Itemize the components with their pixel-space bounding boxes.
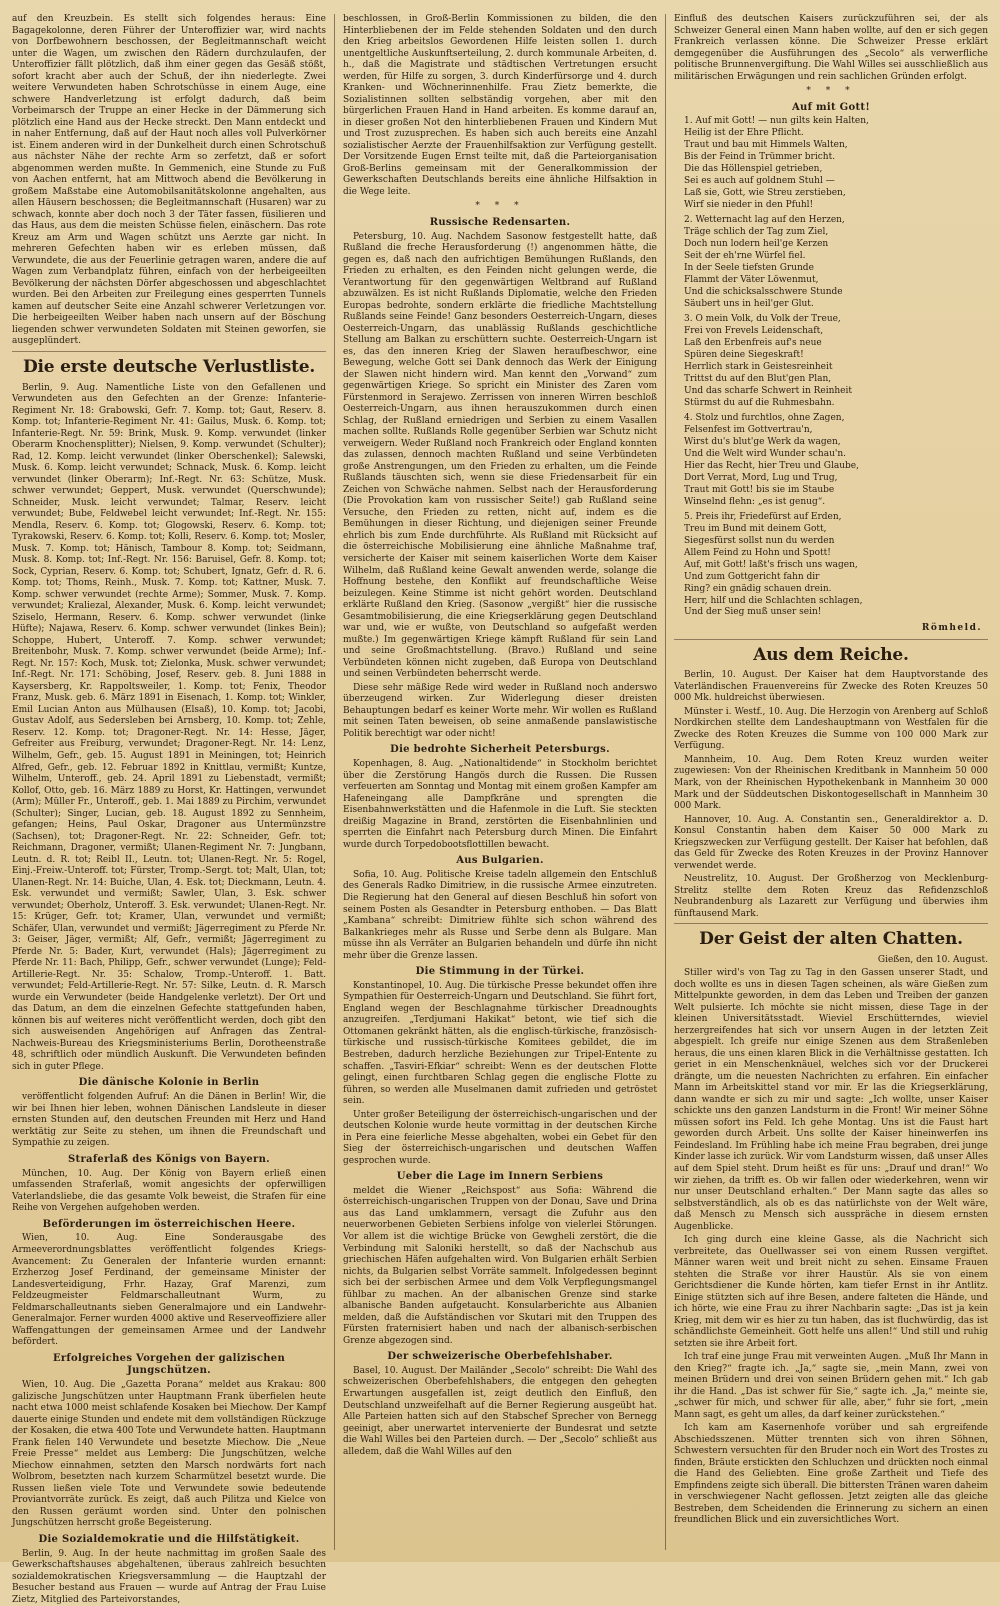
sozialdemokratie-text: Berlin, 9. Aug. In der heute nachmittag im großen Saale des Gewerkschaftshauses abgehaltenen, überaus zahlreich besuchten sozialdemokratischen Kriegsversammlung — die Hauptzahl der Besucher bestand aus Frauen — wurde auf Antrag der Frau Luise Zietz, Mitglied des Parteivorstandes, <box>12 1548 326 1605</box>
poem-line: Und die schicksalsschwere Stunde <box>684 286 843 297</box>
headline-sozialdemokratie: Die Sozialdemokratie und die Hilfstätigkeit. <box>38 1533 300 1545</box>
column-layout <box>12 14 988 1605</box>
serbien-text: meldet die Wiener „Reichspost“ aus Sofia: Während die österreichisch-ungarischen Truppen von der Donau, Save und Drina aus das Land umklammern, versagt die Zufuhr aus den neuerworbenen Gebieten Serbiens infolge von vielerlei Störungen. Vor allem ist die wichtige Brücke von Gewgheli zerstört, die die Verbindung mit Saloniki herstellt, so daß der Nachschub aus griechischen Häfen aufgehalten wird. Von Bulgarien erhält Serbien nichts, da Bulgarien selbst Vorräte sammelt. Infolgedessen beginnt sich bei der serbischen Armee und dem Volk Verpflegungsmangel fühlbar zu machen. An der albanischen Grenze sind starke albanische Banden aufgetaucht. Konsularberichte aus Albanien melden, daß die Aufständischen vor Skutari mit den Truppen des Fürsten fraternisiert haben und nach der albanisch-serbischen Grenze abgezogen sind. <box>343 1185 657 1346</box>
poem-line: Siegesfürst sollst nun du werden <box>684 536 835 547</box>
poem-line: Und das scharfe Schwert in Reinheit <box>684 385 852 396</box>
dateline: Gießen, den 10. August. <box>877 954 988 965</box>
poem-author: Römheld. <box>921 623 982 634</box>
poem-line: Wirst du's blut'ge Werk da wagen, <box>684 437 841 448</box>
bulgarien-text: Sofia, 10. Aug. Politische Kreise tadeln allgemein den Entschluß des Generals Radko Dimitriew, in die russische Armee einzutreten. Die Regierung hat den General auf diesen Beschluß hin sofort von seinem Posten als Gesandter in Petersburg enthoben. — Das Blatt „Kambana“ schreibt: Dimitriew fühlte sich schon während des Balkankrieges mehr als Russe und Serbe denn als Bulgare. Man müsse ihn als Verräter an Bulgarien behandeln und dürfe ihn nicht mehr über die Grenze lassen. <box>343 869 657 961</box>
column-1 <box>12 14 326 1605</box>
poem-line: Trittst du auf den Blut'gen Plan, <box>684 373 832 384</box>
poem-line: Seit der eh'rne Würfel fiel. <box>684 251 806 262</box>
sozialdemokratie-continuation: beschlossen, in Groß-Berlin Kommissionen zu bilden, die den Hinterbliebenen der im Felde stehenden Soldaten und den durch den Krieg arbeitslos Gewordenen Hilfe leisten sollen 1. durch unentgeltliche Auskunftserteilung, 2. durch kommunale Arbeiten, d. h., daß die Magistrate und städtischen Vertretungen ersucht werden, für Hilfe zu sorgen, 3. durch Kinderfürsorge und 4. durch Kranken- und Wöchnerinnenhilfe. Frau Zietz bemerkte, die Sozialistinnen sollten selbständig vorgehen, aber mit den bürgerlichen Frauen Hand in Hand arbeiten. Es komme darauf an, in dieser großen Not den hinterbliebenen Frauen und Kindern Mut und Trost zuzusprechen. Es haben sich auch bereits eine Anzahl sozialistischer Aerzte der Frauenhilfsaktion zur Verfügung gestellt. Der Vorsitzende Eugen Ernst teilte mit, daß die Parteiorganisation Groß-Berlins gemeinsam mit der Generalkommission der Gewerkschaften Deutschlands bereits eine ähnliche Hilfsaktion in die Wege leite. <box>343 14 657 197</box>
poem-line: Spüren deine Siegeskraft! <box>684 350 804 361</box>
schweiz-continuation: Einfluß des deutschen Kaisers zurückzuführen sei, der als Schweizer General einen Mann haben wollte, auf den er sich gegen Frankreich verlassen könne. Die Schweizer Presse erklärt demgegenüber die Ausführungen des „Secolo“ als verwerfliche politische Brunnenvergiftung. Die Wahl Willes sei ausschließlich aus militärischen Erwägungen und rein sachlichen Gründen erfolgt. <box>674 14 988 82</box>
poem-line: 4. Stolz und furchtlos, ohne Zagen, <box>684 413 845 424</box>
poem-line: Die das Höllenspiel getrieben, <box>684 163 823 174</box>
petersburg-text: Kopenhagen, 8. Aug. „Nationaltidende“ in Stockholm berichtet über die Zerstörung Hangös durch die Russen. Die Russen verfeuerten am Sonntag und Montag mit einem großen Kampfer am Hafeneingang alle Dampfkräne und sprengten die Eisenbahnwerkstätten und die Hafenmole in die Luft. Sie steckten dreißig Magazine in Brand, zerstörten die Eisenbahnlinien und sperrten die Einfahrt nach Petersburg durch Minen. Die Einfahrt wurde durch Torpedobootsflottillen bewacht. <box>343 759 657 850</box>
poem-stanza <box>684 314 982 409</box>
headline-straferlass: Straferlaß des Königs von Bayern. <box>68 1153 270 1165</box>
headline-bulgarien: Aus Bulgarien. <box>456 855 544 867</box>
poem-line: Herrlich stark in Geistesreinheit <box>684 361 833 372</box>
reiche-text-3: Mannheim, 10. Aug. Dem Roten Kreuz wurden weiter zugewiesen: Von der Rheinischen Kreditbank in Mannheim 50 000 Mark, von der Rheinischen Hypothekenbank in Mannheim 30 000 Mark und der Süddeutschen Diskontogesellschaft in Mannheim 30 000 Mark. <box>674 754 988 812</box>
column-rule <box>665 14 666 1550</box>
chatten-text-4: Ich kam am Kasernenhofe vorüber und sah ergreifende Abschiedsszenen. Mütter trennten sich von ihren Söhnen, Schwestern versuchten für den Bruder noch ein Wort des Trostes zu finden, Bräute erstickten den Schluchzen und drückten noch einmal die Hand des Geliebten. Eine große Zartheit und Tiefe des Empfindens zeigte sich überall. Die bittersten Tränen waren daheim in verschwiegener Nacht geflossen. Jetzt zeigten alle das gleiche Bestreben, dem Scheidenden die Erinnerung zu sichern an einen freundlichen Blick und ein zuversichtliches Wort. <box>674 1423 988 1526</box>
daenische-kolonie-text: veröffentlicht folgenden Aufruf: An die Dänen in Berlin! Wir, die wir bei Ihnen hier leben, wohnen Dänischen Landsleute in dieser ernsten Stunden auf, den deutschen Freunden mit Herz und Hand werktätig zur Seite zu stehen, um ihnen die Freundschaft und Sympathie zu zeigen. <box>12 1092 326 1149</box>
verlustliste-text: Berlin, 9. Aug. Namentliche Liste von den Gefallenen und Verwundeten aus den Gefechten an der Grenze: Infanterie-Regiment Nr. 18: Grabowski, Gefr. 7. Komp. tot; Gaut, Reserv. 8. Komp. tot; Infanterie-Regiment Nr. 41: Gailus, Musk. 6. Komp. tot; Infanterie-Regt. Nr. 59: Brink, Musk. 9. Komp. verwundet (linker Oberarm Knochensplitter); Nielsen, 9. Komp. verwundet (Schulter); Rad, 12. Komp. leicht verwundet (linker Oberschenkel); Salewski, Musk. 6. Komp. leicht verwundet; Schnack, Musk. 6. Komp. leicht verwundet (linker Oberarm); Inf.-Regt. Nr. 63: Schütze, Musk. schwer verwundet; Geppert, Musk. verwundet (Querschwunde); Schneider, Musk. leicht verwundet; Talmar, Reserv. leicht verwundet; Bube, Feldwebel leicht verwundet; Inf.-Regt. Nr. 155: Mendla, Reserv. 6. Komp. tot; Glogowski, Reserv. 6. Komp. tot; Tyrakowski, Reserv. 6. Komp. tot; Kolli, Reserv. 6. Komp. tot; Mosler, Musk. 7. Komp. tot; Hänisch, Tambour 8. Komp. tot; Seidmann, Musk. 8. Komp. tot; Inf.-Regt. Nr. 156: Baruisel, Gefr. 8. Komp. tot; Sock, Cyprian, Reserv. 6. Komp. tot; Schubert, Ignatz, Gefr. d. R. 6. Komp. tot; Thoms, Reinh., Musk. 7. Komp. tot; Kattner, Musk. 7. Komp. schwer verwundet (rechte Arme); Sommer, Musk. 7. Komp. verwundet; Kraliezal, Alexander, Musk. 6. Komp. leicht verwundet; Sziselo, Hermann, Reserv. 6. Komp. schwer verwundet (linke Hüfte); Najawa, Reserv. 6. Komp. schwer verwundet (linkes Bein); Schoppe, Hubert, Unteroff. 7. Komp. schwer verwundet; Breitenbohr, Musk. 7. Komp. schwer verwundet (beide Arme); Inf.-Regt. Nr. 157: Koch, Musk. tot; Zielonka, Musk. schwer verwundet; Inf.-Regt. Nr. 171: Schöbing, Josef, Reserv. geb. 8. Juni 1888 in Kaysersberg, Kr. Rappoltsweiler, 1. Komp. tot; Fenix, Theodor Franz, Musk. geb. 6. März 1891 in Eisenach, 1. Komp. tot; Winkler, Emil Lucian Anton aus Mülhausen (Elsaß), 10. Komp. tot; Jacobi, Gustav Adolf, aus Sedersleben bei Arnsberg, 10. Komp. tot; Zehle, Reserv. 12. Komp. tot; Dragoner-Regt. Nr. 14: Hesse, Jäger, Gefreiter aus Freiburg, verwundet; Dragoner-Regt. Nr. 14: Lenz, Wilhelm, Gefr., geb. 15. August 1891 in Meiningen, tot; Heinrich Alfred, Gefr., geb. 12. Februar 1892 in Knittlau, vermißt; Kuntze, Wilhelm, Unteroff., geb. 24. April 1891 zu Liebenstadt, vermißt; Kollof, Otto, geb. 16. März 1889 zu Horst, Kr. Hattingen, verwundet (Arm); Müller Fr., Unteroff., geb. 1. Mai 1889 zu Pirchim, verwundet (Schulter); Singer, Lucian, geb. 18. August 1892 zu Sennheim, gefangen; Heins, Paul Oskar, Dragoner aus Untermünzstre (Sachsen), tot; Dragoner-Regt. Nr. 22: Schneider, Gefr. tot; Reichmann, Dragoner, vermißt; Ulanen-Regiment Nr. 7: Jungbann, Leutn. d. R. tot; Reibl II., Leutn. tot; Ulanen-Regt. Nr. 5: Rogel, Einj.-Freiw.-Unteroff. tot; Fürster, Tromp.-Sergt. tot; Malt, Ulan, tot; Ulanen-Regt. Nr. 14: Buiche, Ulan, 4. Esk. tot; Dieckmann, Leutn. 4. Esk. verwundet und vermißt; Sawler, Ulan, 3. Esk. schwer verwundet; Oberholz, Unteroff. 3. Esk. verwundet; Ulanen-Regt. Nr. 15: Krüger, Gefr. tot; Kramer, Ulan, verwundet und vermißt; Schäfer, Ulan, verwundet und vermißt; Jägerregiment zu Pferde Nr. 3: Geiser, Jäger, vermißt; Alf, Gefr., vermißt; Jägerregiment zu Pferde Nr. 5: Bader, Kurt, verwundet (Hals); Jägerregiment zu Pferde Nr. 11: Bach, Philipp, Gefr., schwer verwundet (Lunge); Feld-Artillerie-Regt. Nr. 35: Schalow, Tromp.-Unteroff. 1. Batt. verwundet; Feld-Artillerie-Regt. Nr. 57: Silke, Leutn. d. R. Marsch wurde ein Verwundeter (beide Handgelenke verletzt). Der Ort und das Datum, an dem die einzelnen Gefechte stattgefunden haben, können bis auf weiteres nicht veröffentlicht werden, doch gibt den sich ausweisenden Angehörigen auf Anfragen das Zentral-Nachweis-Bureau des Kriegsministeriums Berlin, Dorotheenstraße 48, schriftlich oder mündlich Auskunft. Die Verwundeten befinden sich in guter Pflege. <box>12 382 326 1072</box>
poem-stanza <box>684 215 982 310</box>
poem-line: 1. Auf mit Gott! — nun gilts kein Halten, <box>684 116 869 127</box>
poem-line: Dort Verrat, Mord, Lug und Trug, <box>684 472 838 483</box>
divider <box>674 639 988 640</box>
poem-line: Flammt der Väter Löwenmut, <box>684 274 819 285</box>
poem-line: Laß sie, Gott, wie Streu zerstieben, <box>684 187 846 198</box>
poem-line: Allem Feind zu Hohn und Spott! <box>684 548 831 559</box>
poem-line: In der Seele tiefsten Grunde <box>684 262 814 273</box>
chatten-text-1: Stiller wird's von Tag zu Tag in den Gassen unserer Stadt, und doch wollte es uns in diesen Tagen scheinen, als wäre Gießen zum Mittelpunkte geworden, in dem das Leben und Treiben der ganzen Welt pulsierte. Ich möchte sie nicht missen, diese Tage in der kleinen Universitätsstadt. Wieviel Erschütterndes, wieviel herzergreifendes hat sich vor unsern Augen in der letzten Zeit abgespielt. Ich greife nur einige Szenen aus dem Straßenleben heraus, die uns einen klaren Blick in die Verhältnisse gestatten. Ich geriet in ein Menschenknäuel, welches sich vor der Druckerei drängte, um die neuesten Nachrichten zu erfahren. Ein einfacher Mann im Arbeitskittel stand vor mir. Er las die Kriegserklärung, dann wandte er sich zu mir und sagte: „Ich wollte, unser Kaiser schickte uns den ganzen Landsturm in die Front! Wir meiner Söhne müssen sofort ins Feld. Ich gehe Montag. Uns ist die Faust hart geworden durch Arbeit. Uns sollte der Kaiser hineinwerfen ins Feindesland. Im Frühling habe ich meine Frau begraben, drei junge Kinder lasse ich zurück. Wir vom Landsturm wissen, daß unser Alles auf dem Spiel steht. Drum heißt es für uns: „Drauf und dran!“ Wo wir ziehen, da trifft es. Ob wir fallen oder wiederkehren, wenn wir nur unser Deutschland erhalten.“ Der Mann sagte das alles so selbstverständlich, als ob es das natürlichste von der Welt wäre, daß Mensch zu Mensch sich ausspräche in diesem ernsten Augenblicke. <box>674 968 988 1232</box>
poem-line: Bis der Feind in Trümmer bricht. <box>684 152 836 163</box>
poem-line: Doch nun lodern heil'ge Kerzen <box>684 239 829 250</box>
reiche-text-2: Münster i. Westf., 10. Aug. Die Herzogin von Arenberg auf Schloß Nordkirchen stellte dem Landeshauptmann von Westfalen für die Zwecke des Roten Kreuzes die Summe von 100 000 Mark zur Verfügung. <box>674 706 988 752</box>
headline-aus-dem-reiche: Aus dem Reiche. <box>753 644 909 665</box>
poem-title: Auf mit Gott! <box>791 101 871 113</box>
headline-befoerderungen: Beförderungen im österreichischen Heere. <box>42 1218 296 1230</box>
schweiz-text: Basel, 10. August. Der Mailänder „Secolo“ schreibt: Die Wahl des schweizerischen Oberbefehlshabers, die entgegen den gehegten Erwartungen ausgefallen ist, zeigt deutlich den Einfluß, den Deutschland unzweifelhaft auf die Berner Regierung ausgeübt hat. Alle Parteien hatten sich auf den Stabschef Sprecher von Bernegg geeinigt, aber unerwartet intervenierte der Bundesrat und setzte die Wahl Willes bei den Parteien durch. — Der „Secolo“ schließt aus alledem, daß die Wahl Willes auf den <box>343 1365 657 1457</box>
poem-line: Ring? ein gnädig schauen drein. <box>684 583 832 594</box>
poem-line: 5. Preis ihr, Friedefürst auf Erden, <box>684 512 842 523</box>
chatten-text-2: Ich ging durch eine kleine Gasse, als die Nachricht sich verbreitete, das Ouellwasser sei von einem Russen vergiftet. Männer waren weit und breit nicht zu sehen. Einsame Frauen stehten die Straße vor ihrer Haustür. Als sie von einem Gerichtsdiener die Kunde hörten, kam tiefer Ernst in ihr Antlitz. Einige stützten sich auf ihre Besen, andere falteten die Hände, und ich hörte, wie eine Frau zu ihrer Nachbarin sagte: „Das ist ja kein Krieg, mit dem wir es hier zu tun haben, das ist fluchwürdig, das ist schändlichste Gemeinheit. Gott helfe uns allen!“ Und still und ruhig setzten sie ihre Arbeit fort. <box>674 1235 988 1349</box>
headline-russische-redensarten: Russische Redensarten. <box>429 216 571 228</box>
column-rule <box>334 14 335 1550</box>
headline-verlustliste: Die erste deutsche Verlustliste. <box>22 356 316 377</box>
poem-line: Säubert uns in heil'ger Glut. <box>684 298 814 309</box>
divider <box>674 923 988 924</box>
poem-stanza <box>684 512 982 619</box>
poem-line: 3. O mein Volk, du Volk der Treue, <box>684 314 841 325</box>
article-continuation-text: auf den Kreuzbein. Es stellt sich folgendes heraus: Eine Bagagekolonne, deren Führer der Unteroffizier war, wird nachts von Dorfbewohnern beschossen, der Begleitmannschaft weicht unter die Wagen, um zwischen den Rädern durchzulaufen, der Unteroffizier fällt plötzlich, daß ihm einer gegen das Gesäß stößt, sofort kracht aber auch der Schuß, der ihn niederlegte. Zwei weitere Verwundeten haben Schrotschüsse in einem Auge, eine schwere Handverletzung ist erfolgt dadurch, daß beim Vorbeimarsch der Truppe an einer Hecke in der Dämmerung sich plötzlich eine Hand aus der Hecke streckt. Den Mann entdeckt und in naher Entfernung, daß auf der Haut noch alles voll Pulverkörner ist. Einem anderen wird in der Dunkelheit durch einen Schrotschuß aus nächster Nähe der rechte Arm so zerfetzt, daß er sofort abgenommen werden mußte. In Gemmenich, eine Stunde zu Fuß von Aachen entfernt, hat am Mittwoch abend die Bevölkerung in großem Maßstabe eine Automobilsanitätskolonne angehalten, aus allen Häusern beschossen; die Begleitmannschaft (Husaren) war zu schwach, konnte aber doch noch 3 der Täter fassen, füsilieren und das Haus, aus dem die meisten Schüsse fielen, einäschern. Das rote Kreuz am Arm und Wagen schützt uns Aerzte gar nicht. In mehreren Gefechten haben wir es erleben müssen, daß Verwundete, die aus der Feuerlinie getragen waren, andere die auf Wagen zum Verbandplatz führen, einfach von der herbeigeeilten Bevölkerung der nächsten Dörfer abgeschossen und abgeschlachtet wurden. Bei den Arbeiten zur Freilegung eines gesperrten Tunnels kamen auf deutscher Seite eine Anzahl schwerer Verletzungen vor. Die herbeigeeilten Weiber haben nach unsern auf der Böschung liegenden schwer verwundeten Soldaten mit Steinen geworfen, sie ausgeplündert. <box>12 14 326 347</box>
reiche-text-4: Hannover, 10. Aug. A. Constantin sen., Generaldirektor a. D. Konsul Constantin haben dem Kaiser 50 000 Mark zu Kriegszwecken zur Verfügung gestellt. Der Kaiser hat befohlen, daß das Geld für Zwecke des Roten Kreuzes in der Provinz Hannover verwendet werde. <box>674 814 988 871</box>
russische-redensarten-comment: Diese sehr mäßige Rede wird weder in Rußland noch anderswo überzeugend wirken. Zur Widerlegung dieser dreisten Behauptungen bedarf es keiner Worte mehr. Wir wollen es Rußland mit seinen Taten beweisen, ob seine anmaßende panslawistische Politik berechtigt war oder nicht! <box>343 682 657 739</box>
russische-redensarten-text: Petersburg, 10. Aug. Nachdem Sasonow festgestellt hatte, daß Rußland die freche Herausforderung (!) angenommen hätte, die gegen es, daß nach den aufrichtigen Bemühungen Rußlands, den Frieden zu erhalten, es den Feinden nicht gelungen werde, die Verantwortung für den gegenwärtigen Weltbrand auf Rußland abzuwälzen. Es ist nicht Rußlands Diplomatie, welche den Frieden Europas bedrohte, sondern erklärte die friedliche Machtstellung Rußlands seine Feinde! Ganz besonders Oesterreich-Ungarn, dieses Oesterreich-Ungarn, das unablässig Rußlands geschichtliche Stellung am Balkan zu erschüttern suchte. Oesterreich-Ungarn ist es, das den inneren Krieg der Slawen heraufbeschwor, eine Bewegung, welche Gott sei Dank dennoch das Werk der Einigung der Slawen nicht hindern wird. Man kennt den „Vorwand“ zum gegenwärtigen Kriege. So spricht ein Minister des Zaren vom Fürstenmord in Serajewo. Zerrissen von inneren Wirren beschloß Oesterreich-Ungarn, aus ihnen herauszukommen durch einen Schlag, der Rußland erniedrigen und Serbien zu einem Vasallen machen sollte. Rußlands Rolle gegenüber Serbien war Schutz nicht verweigern. Weder Rußland noch Frankreich oder England konnten das zulassen, dennoch machten Rußland und seine Verbündeten große Anstrengungen, um den Frieden zu erhalten, um die Feinde Rußlands täuschten sich, wenn sie diese Friedensarbeit für ein Zeichen von Schwäche nahmen. Selbst nach der Herausforderung (Die Provokation kam von russischer Seite!) gab Rußland seine Versuche, den Frieden zu retten, nicht auf, indem es die Bemühungen in dieser Richtung, und diejenigen seiner Freunde ehrlich bis zum Ende durchführte. Als Rußland mit Rücksicht auf die österreichische Mobilisierung eine ähnliche Maßnahme traf, versicherte der Kaiser mit seinem kaiserlichen Worte dem Kaiser Wilhelm, daß Rußland keine Gewalt anwenden werde, solange die Hoffnung bestehe, den Konflikt auf freundschaftliche Weise beizulegen. Keine Stimme ist nicht gehört worden. Deutschland erklärte Rußland den Krieg. (Sasonow „vergißt“ hier die russische Gesamtmobilisierung, die eine Kriegserklärung gegen Deutschland war und, wie er wußte, von Deutschland so aufgefaßt werden mußte.) Im gegenwärtigen Kriege kämpft Rußland für sein Land und seine Großmachtstellung. (Bravo.) Rußland und seine Verbündeten können nicht zugeben, daß Europa von Deutschland und seinen Verbündeten beherrscht werde. <box>343 231 657 680</box>
poem-line: Treu im Bund mit deinem Gott, <box>684 524 827 535</box>
poem-line: Traut mit Gott! bis sie im Staube <box>684 484 835 495</box>
poem-line: Sei es auch auf goldnem Stuhl — <box>684 175 835 186</box>
column-2 <box>343 14 657 1550</box>
section-stars: * * * <box>475 201 525 212</box>
headline-geist-der-chatten: Der Geist der alten Chatten. <box>699 929 963 950</box>
poem-line: 2. Wetternacht lag auf den Herzen, <box>684 215 845 226</box>
poem-line: Stürmst du auf die Ruhmesbahn. <box>684 397 835 408</box>
chatten-text-3: Ich traf eine junge Frau mit verweinten Augen. „Muß Ihr Mann in den Krieg?“ fragte ich. „Ja,“ sagte sie, „mein Mann, zwei von meinen Brüdern und drei von seinen Brüdern gehen mit.“ Ich gab ihr die Hand. „Das ist schwer für Sie,“ sagte ich. „Ja,“ meinte sie, „schwer für mich, und schwer für alle, aber,“ fuhr sie fort, „mein Mann sagt, es geht um alles, da darf keiner zurückstehen.“ <box>674 1352 988 1420</box>
poem-line: Laß den Erbenfreis auf's neue <box>684 338 822 349</box>
tuerkei-text-2: Unter großer Beteiligung der österreichisch-ungarischen und der deutschen Kolonie wurde heute vormittag in der deutschen Kirche in Pera eine feierliche Messe abgehalten, wobei ein Gebet für den Sieg der österreichisch-ungarischen und deutschen Waffen gesprochen wurde. <box>343 1109 657 1166</box>
headline-schweiz: Der schweizerische Oberbefehlshaber. <box>387 1351 613 1363</box>
jungschuetzen-text: Wien, 10. Aug. Die „Gazetta Porana“ meldet aus Krakau: 800 galizische Jungschützen unter Hauptmann Frank überfielen heute nacht etwa 1000 meist schlafende Kosaken bei Miechow. Der Kampf dauerte einige Stunden und endete mit dem vollständigen Rückzuge der Kosaken, die etwa 400 Tote und Verwundete hatten. Hauptmann Frank fielen 140 Verwundete und besetzte Miechow. Die „Neue Freie Presse“ meldet aus Lemberg: Die Jungschützen, welche Miechow einnahmen, setzten den Marsch nordwärts fort nach Wolbrom, besetzten nach kurzem Scharmützel besetzt wurde. Die Russen ließen viele Tote und Verwundete sowie bedeutende Proviantvorräte zurück. Es zeigt, daß auch Pilitza und Kielce von den Russen geräumt worden sind. Unter den polnischen Jungschützen herrscht große Begeisterung. <box>12 1380 326 1529</box>
headline-serbien: Ueber die Lage im Innern Serbiens <box>396 1171 604 1183</box>
headline-tuerkei: Die Stimmung in der Türkei. <box>415 966 585 978</box>
poem-line: Und die Welt wird Wunder schau'n. <box>684 449 847 460</box>
tuerkei-text: Konstantinopel, 10. Aug. Die türkische Presse bekundet offen ihre Sympathien für Oesterreich-Ungarn und Deutschland. Sie führt fort, England wegen der Beschlagnahme türkischer Dreadnoughts anzugreifen. „Terdjumani Hakikat“ betont, wie tief sich die Ottomanen gekränkt hätten, als die englisch-türkische, französisch-türkische und russisch-türkische Komitees gebildet, die im Bestreben, dadurch herzliche Beziehungen zur Tripel-Entente zu schaffen. „Tasviri-Efkiar“ schreibt: Wenn es der deutschen Flotte gelingt, einen furchtbaren Schlag gegen die englische Flotte zu führen, so werden alle Muselmanen damit zufrieden und getröstet sein. <box>343 980 657 1107</box>
poem-line: Traut und bau mit Himmels Walten, <box>684 140 848 151</box>
poem-line: Hier das Recht, hier Treu und Glaube, <box>684 460 859 471</box>
poem-line: Wirf sie nieder in den Pfuhl! <box>684 199 814 210</box>
divider <box>12 351 326 352</box>
reiche-text-1: Berlin, 10. August. Der Kaiser hat dem Hauptvorstande des Vaterländischen Frauenvereins für Zwecke des Roten Kreuzes 50 000 Mk. huldreichst überwiesen. <box>674 670 988 704</box>
headline-petersburg: Die bedrohte Sicherheit Petersburgs. <box>390 744 610 756</box>
headline-jungschuetzen: Erfolgreiches Vorgehen der galizischen Jungschützen. <box>52 1352 286 1377</box>
poem-line: Auf, mit Gott! laßt's frisch uns wagen, <box>684 559 858 570</box>
poem-line: Frei von Frevels Leidenschaft, <box>684 326 824 337</box>
poem-stanza <box>684 116 982 211</box>
section-stars: * * * <box>806 86 856 97</box>
column-3 <box>674 14 988 1550</box>
poem-line: Und zum Gottgericht fahn dir <box>684 571 820 582</box>
straferlass-text: München, 10. Aug. Der König von Bayern erließ einen umfassenden Straferlaß, womit angesichts der opferwilligen Vaterlandsliebe, die das gesamte Volk beweist, die Strafen für eine Reihe von Vergehen aufgehoben werden. <box>12 1168 326 1214</box>
reiche-text-5: Neustrelitz, 10. August. Der Großherzog von Mecklenburg-Strelitz stellte dem Roten Kreuz das Refidenzschloß Neubrandenburg als Lazarett zur Verfügung und überwies ihm fünftausend Mark. <box>674 874 988 919</box>
poem-stanza <box>684 413 982 508</box>
poem-line: Heilig ist der Ehre Pflicht. <box>684 128 804 139</box>
poem-line: Felsenfest im Gottvertrau'n, <box>684 425 813 436</box>
poem-line: Und der Sieg muß unser sein! <box>684 607 822 618</box>
poem <box>684 116 982 619</box>
poem-line: Träge schlich der Tag zum Ziel, <box>684 227 829 238</box>
headline-daenische-kolonie: Die dänische Kolonie in Berlin <box>78 1077 260 1089</box>
poem-line: Herr, hilf und die Schlachten schlagen, <box>684 595 863 606</box>
befoerderungen-text: Wien, 10. Aug. Eine Sonderausgabe des Armeeverordnungsblattes veröffentlicht folgendes Kriegs-Avancement: Zu Generalen der Infanterie wurden ernannt: Erzherzog Josef Ferdinand, der gemeinsame Minister der Landesverteidigung, Frhr. Hazay, Graf Marenzi, zum Feldzeugmeister Feldmarschalleutnant Wurm, zu Feldmarschalleutnants sieben Generalmajore und ein Landwehr-Generalmajor. Ferner wurden 4000 aktive und Reserveoffiziere aller Waffengattungen der gemeinsamen Armee und der Landwehr befördert. <box>12 1233 326 1348</box>
poem-line: Winselnd flehn: „es ist genug“. <box>684 496 826 507</box>
